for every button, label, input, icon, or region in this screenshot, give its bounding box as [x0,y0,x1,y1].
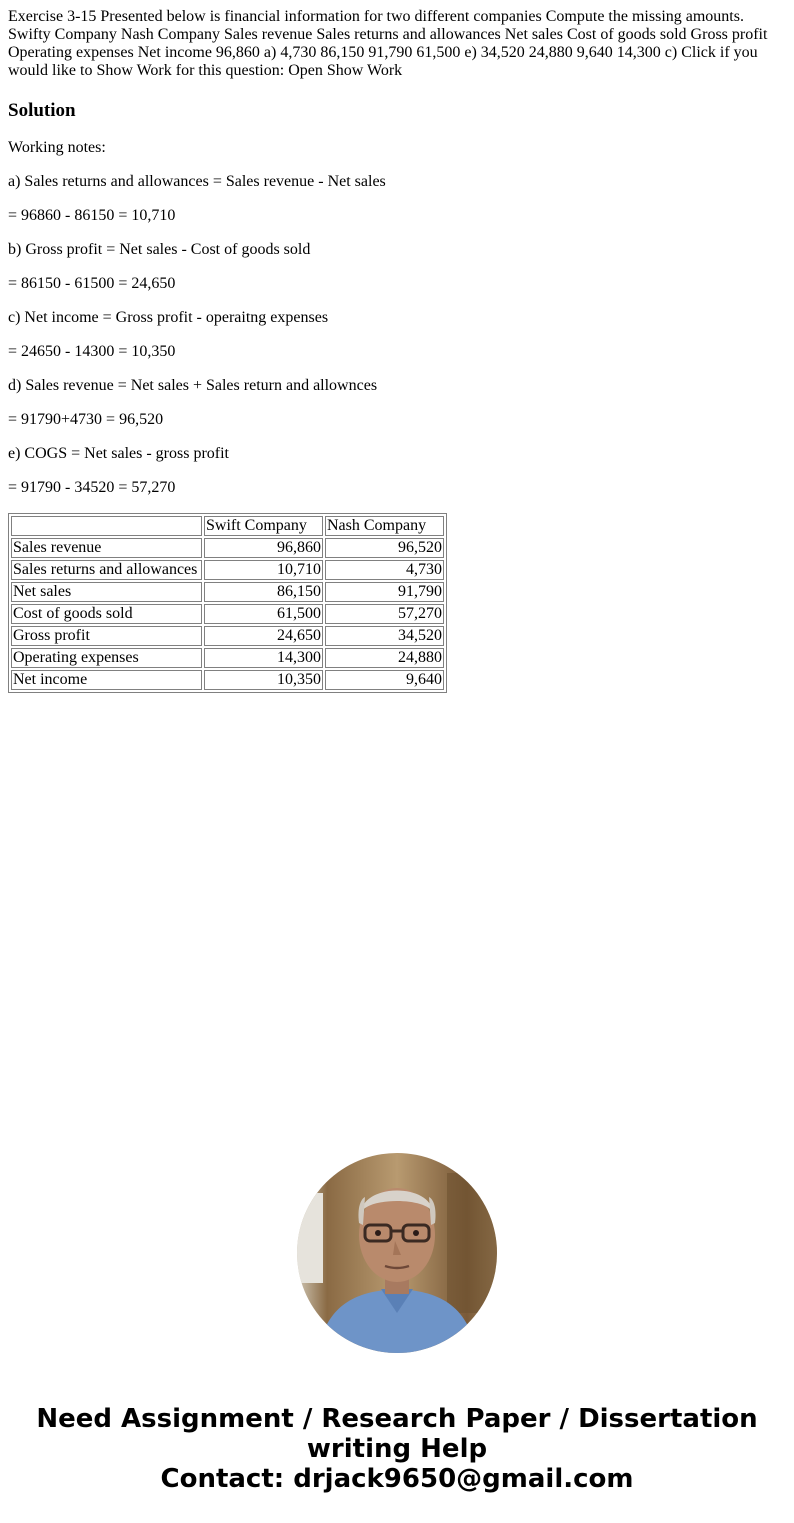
question-text: Exercise 3-15 Presented below is financial information for two different companies Compute the missing amounts. Swifty Company Nash Company Sales revenue Sales returns and allowances Net sales Cost of goods sold Gross profit Operating expenses Net income 96,860 a) 4,730 86,150 91,790 61,500 e) 34,520 24,880 9,640 14,300 c) Click if you would like to Show Work for this question: Open Show Work [8,8,768,79]
table-header-row [11,516,444,536]
table-row [11,670,444,690]
swift-value: 86,150 [204,582,323,602]
author-portrait-illustration [297,1153,497,1353]
author-photo [297,1153,497,1353]
row-label: Gross profit [11,626,202,646]
promo-contact: Contact: drjack9650@gmail.com [160,1464,634,1494]
promo-line-2: writing Help [306,1434,488,1464]
table-row [11,538,444,558]
header-cell-blank [11,516,202,536]
table-row [11,648,444,668]
solution-heading: Solution [8,100,76,121]
swift-value: 61,500 [204,604,323,624]
note-c-calc: = 24650 - 14300 = 10,350 [8,343,176,360]
row-label: Cost of goods sold [11,604,202,624]
financial-table [8,513,447,693]
promo-line-1: Need Assignment / Research Paper / Dissertation [36,1404,758,1434]
row-label: Net income [11,670,202,690]
row-label: Sales revenue [11,538,202,558]
swift-value: 96,860 [204,538,323,558]
nash-value: 4,730 [325,560,444,580]
nash-value: 9,640 [325,670,444,690]
note-d-calc: = 91790+4730 = 96,520 [8,411,164,428]
table-row [11,560,444,580]
nash-value: 91,790 [325,582,444,602]
note-d-formula: d) Sales revenue = Net sales + Sales return and allownces [8,377,378,394]
working-notes-label: Working notes: [8,139,106,156]
note-e-formula: e) COGS = Net sales - gross profit [8,445,229,462]
table-row [11,604,444,624]
promo-banner [0,1404,794,1494]
table-row [11,582,444,602]
nash-value: 57,270 [325,604,444,624]
row-label: Operating expenses [11,648,202,668]
swift-value: 14,300 [204,648,323,668]
swift-value: 10,350 [204,670,323,690]
note-a-calc: = 96860 - 86150 = 10,710 [8,207,176,224]
header-cell-swift: Swift Company [204,516,323,536]
row-label: Net sales [11,582,202,602]
swift-value: 10,710 [204,560,323,580]
table-row [11,626,444,646]
note-b-calc: = 86150 - 61500 = 24,650 [8,275,176,292]
note-b-formula: b) Gross profit = Net sales - Cost of goods sold [8,241,311,258]
header-cell-nash: Nash Company [325,516,444,536]
nash-value: 34,520 [325,626,444,646]
row-label: Sales returns and allowances [11,560,202,580]
note-c-formula: c) Net income = Gross profit - operaitng expenses [8,309,329,326]
nash-value: 96,520 [325,538,444,558]
note-a-formula: a) Sales returns and allowances = Sales revenue - Net sales [8,173,386,190]
swift-value: 24,650 [204,626,323,646]
document-content [8,8,786,693]
note-e-calc: = 91790 - 34520 = 57,270 [8,479,176,496]
nash-value: 24,880 [325,648,444,668]
